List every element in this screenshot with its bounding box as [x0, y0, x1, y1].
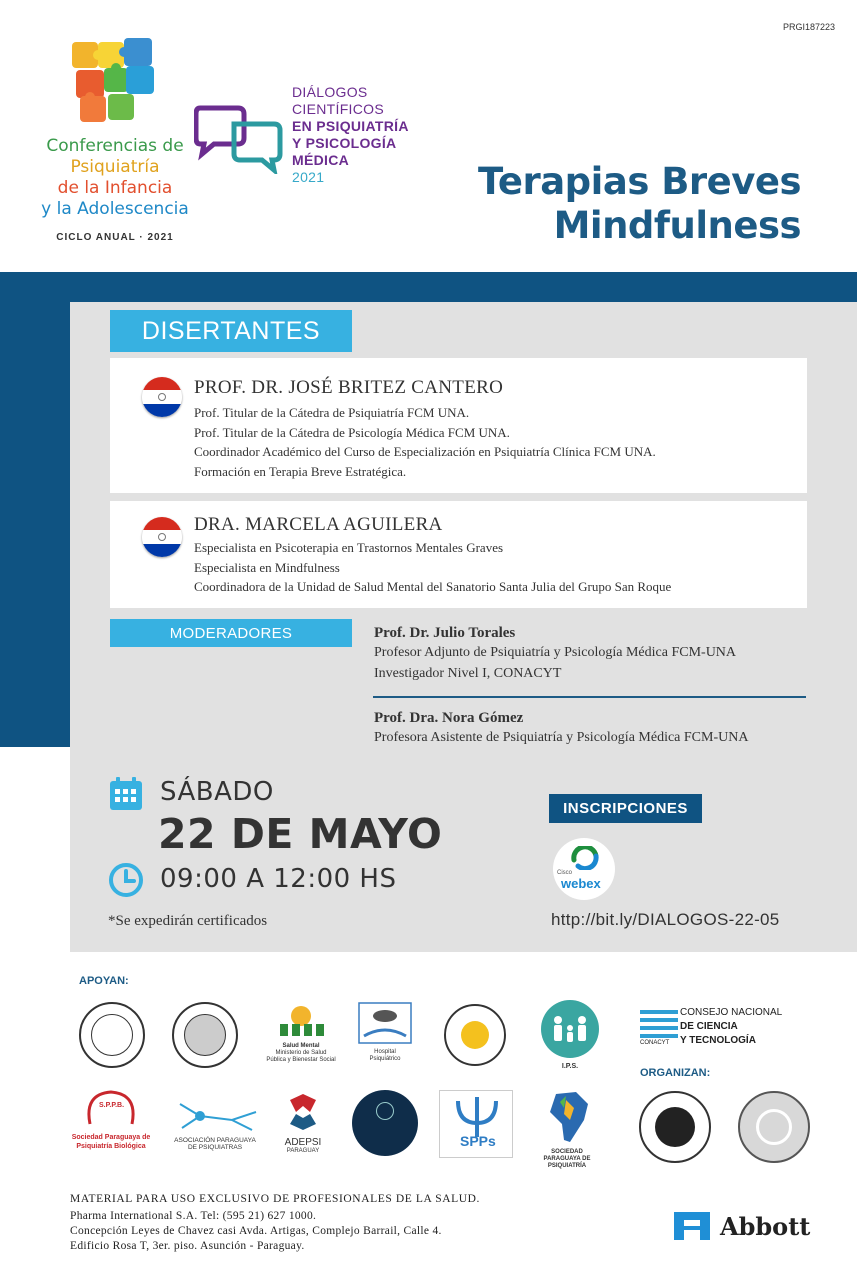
speaker-card [110, 358, 807, 493]
gold-sun-seal-logo [444, 1004, 506, 1066]
moderadores-label: MODERADORES [110, 619, 352, 647]
hospital-psiquiatrico-logo [358, 1002, 412, 1063]
dialogos-line: 2021 [292, 169, 325, 185]
speaker-card [110, 501, 807, 608]
spps-caption: SPPs [460, 1133, 496, 1149]
title-line-1: Terapias Breves [478, 160, 801, 203]
cycle-label: CICLO ANUAL · 2021 [56, 232, 174, 243]
puzzle-logo [68, 34, 160, 124]
abbott-wordmark: Abbott [720, 1211, 811, 1241]
moderator-bio-line: Profesor Adjunto de Psiquiatría y Psicología Médica FCM-UNA [374, 645, 737, 660]
soc-psiquiatria-caption: SOCIEDAD PARAGUAYA DE PSIQUIATRÍA [543, 1149, 591, 1169]
ips-caption: I.P.S. [561, 1063, 579, 1070]
conacyt-logo [640, 1006, 800, 1048]
ips-logo [538, 1000, 602, 1070]
moderator-bio-line: Investigador Nivel I, CONACYT [374, 666, 562, 681]
conacyt-line: Y TECNOLOGÍA [680, 1035, 756, 1046]
title-line-2: Mindfulness [553, 204, 801, 247]
conference-title [40, 136, 190, 220]
footer-line: Concepción Leyes de Chavez casi Avda. Artigas, Complejo Barrail, Calle 4. [70, 1225, 442, 1237]
speaker-bio-line: Especialista en Mindfulness [194, 559, 340, 575]
moderator-name: Prof. Dra. Nora Gómez [374, 710, 524, 726]
webex-small-label: Cisco [557, 870, 573, 876]
catedra-psicologia-seal-logo [738, 1091, 810, 1163]
conacyt-icon [640, 1008, 678, 1042]
spps-logo [439, 1090, 513, 1158]
map-icon [536, 1090, 598, 1144]
hospital-icon [358, 1002, 412, 1044]
footer-line: Pharma International S.A. Tel: (595 21) 627 1000. [70, 1210, 317, 1222]
apoyan-label: APOYAN: [79, 975, 129, 987]
asociacion-psiquiatras-logo [172, 1098, 258, 1151]
conference-line: Psiquiatría [70, 157, 160, 177]
footer-text [70, 1192, 480, 1254]
conacyt-line: CONSEJO NACIONAL [680, 1007, 783, 1018]
conacyt-abbr: CONACYT [640, 1040, 670, 1046]
footer-line: Edificio Rosa T, 3er. piso. Asunción - Paraguay. [70, 1240, 305, 1252]
asociacion-caption: ASOCIACIÓN PARAGUAYA DE PSIQUIATRAS [174, 1137, 256, 1151]
adepsi-caption: ADEPSI [284, 1137, 322, 1148]
document-code: PRGI187223 [782, 22, 835, 32]
brain-icon [376, 1102, 394, 1120]
conference-line: y la Adolescencia [41, 199, 189, 219]
paraguay-flag-icon [142, 377, 182, 417]
conference-line: Conferencias de [46, 136, 184, 156]
neuron-icon [172, 1098, 258, 1132]
main-title [478, 160, 801, 248]
paraguay-flag-icon [142, 517, 182, 557]
speaker-bio-line: Formación en Terapia Breve Estratégica. [194, 463, 407, 479]
dialogos-line: Y PSICOLOGÍA [292, 135, 397, 151]
speaker-bio-line: Coordinador Académico del Curso de Especialización en Psiquiatría Clínica FCM UNA. [194, 444, 656, 459]
head-icon [655, 1107, 695, 1147]
ministerio-caption: Ministerio de Salud Pública y Bienestar Social [266, 1050, 336, 1063]
certificates-note: *Se expedirán certificados [108, 913, 268, 929]
speaker-bio [194, 403, 656, 481]
webex-logo [553, 838, 615, 900]
registration-link[interactable]: http://bit.ly/DIALOGOS-22-05 [551, 910, 780, 929]
dialogos-line: MÉDICA [292, 152, 350, 168]
speaker-bio-line: Prof. Titular de la Cátedra de Psiquiatría FCM UNA. [194, 405, 470, 420]
event-time: 09:00 A 12:00 HS [160, 864, 397, 894]
dialogos-line: EN PSIQUIATRÍA [292, 118, 409, 134]
organizan-label: ORGANIZAN: [640, 1067, 711, 1079]
salud-mental-caption: Salud Mental [282, 1043, 320, 1049]
footer-line: MATERIAL PARA USO EXCLUSIVO DE PROFESIONALES DE LA SALUD. [70, 1193, 481, 1205]
adepsi-logo [276, 1092, 330, 1155]
moderator-bio-line: Profesora Asistente de Psiquiatría y Psicología Médica FCM-UNA [374, 730, 749, 745]
speaker-bio-line: Prof. Titular de la Cátedra de Psicología Médica FCM UNA. [194, 424, 510, 440]
family-icon [538, 1000, 602, 1058]
moderator-name: Prof. Dr. Julio Torales [374, 625, 516, 641]
soc-psiquiatria-logo [536, 1090, 598, 1170]
sun-people-icon [266, 1000, 336, 1038]
webex-icon [570, 846, 600, 870]
abbott-logo [670, 1208, 810, 1244]
speaker-name: DRA. MARCELA AGUILERA [194, 514, 443, 535]
adepsi-icon [276, 1092, 330, 1132]
dialogos-title [292, 84, 409, 186]
event-day: SÁBADO [160, 777, 274, 807]
moderator-block [374, 625, 736, 684]
speaker-bio-line: Especialista en Psicoterapia en Trastornos Mentales Graves [194, 540, 504, 555]
hospital-caption: Hospital Psiquiátrico [369, 1049, 401, 1062]
inscripciones-label: INSCRIPCIONES [549, 794, 702, 823]
dialogos-line: CIENTÍFICOS [292, 101, 384, 117]
clock-icon [108, 862, 144, 898]
conference-line: de la Infancia [57, 178, 173, 198]
sppb-caption: Sociedad Paraguaya de Psiquiatría Biológica [71, 1134, 151, 1150]
calendar-icon [108, 776, 144, 812]
una-seal-logo [79, 1002, 145, 1068]
speaker-bio-line: Coordinadora de la Unidad de Salud Mental del Sanatorio Santa Julia del Grupo San Roque [194, 579, 672, 594]
dialogue-bubbles-icon [194, 102, 284, 174]
sppb-logo [66, 1088, 156, 1151]
webex-label: webex [561, 876, 601, 891]
catedra-psiquiatria-seal-logo [639, 1091, 711, 1163]
hospital-clinicas-seal-logo [172, 1002, 238, 1068]
conacyt-line: DE CIENCIA [680, 1021, 738, 1032]
speaker-name: PROF. DR. JOSÉ BRITEZ CANTERO [194, 377, 504, 398]
salud-mental-logo [266, 1000, 336, 1064]
moderator-block [374, 710, 748, 748]
adepsi-subcaption: PARAGUAY [286, 1148, 320, 1154]
disertantes-label: DISERTANTES [110, 310, 352, 352]
stethoscope-icon [756, 1109, 792, 1145]
event-date: 22 DE MAYO [158, 810, 443, 858]
abbott-icon [670, 1208, 714, 1244]
salud-mental-covid-logo [352, 1090, 418, 1156]
sppb-abbr: S.P.P.B. [99, 1102, 125, 1109]
divider [373, 696, 806, 698]
dialogos-line: DIÁLOGOS [292, 84, 368, 100]
speaker-bio [194, 538, 671, 597]
